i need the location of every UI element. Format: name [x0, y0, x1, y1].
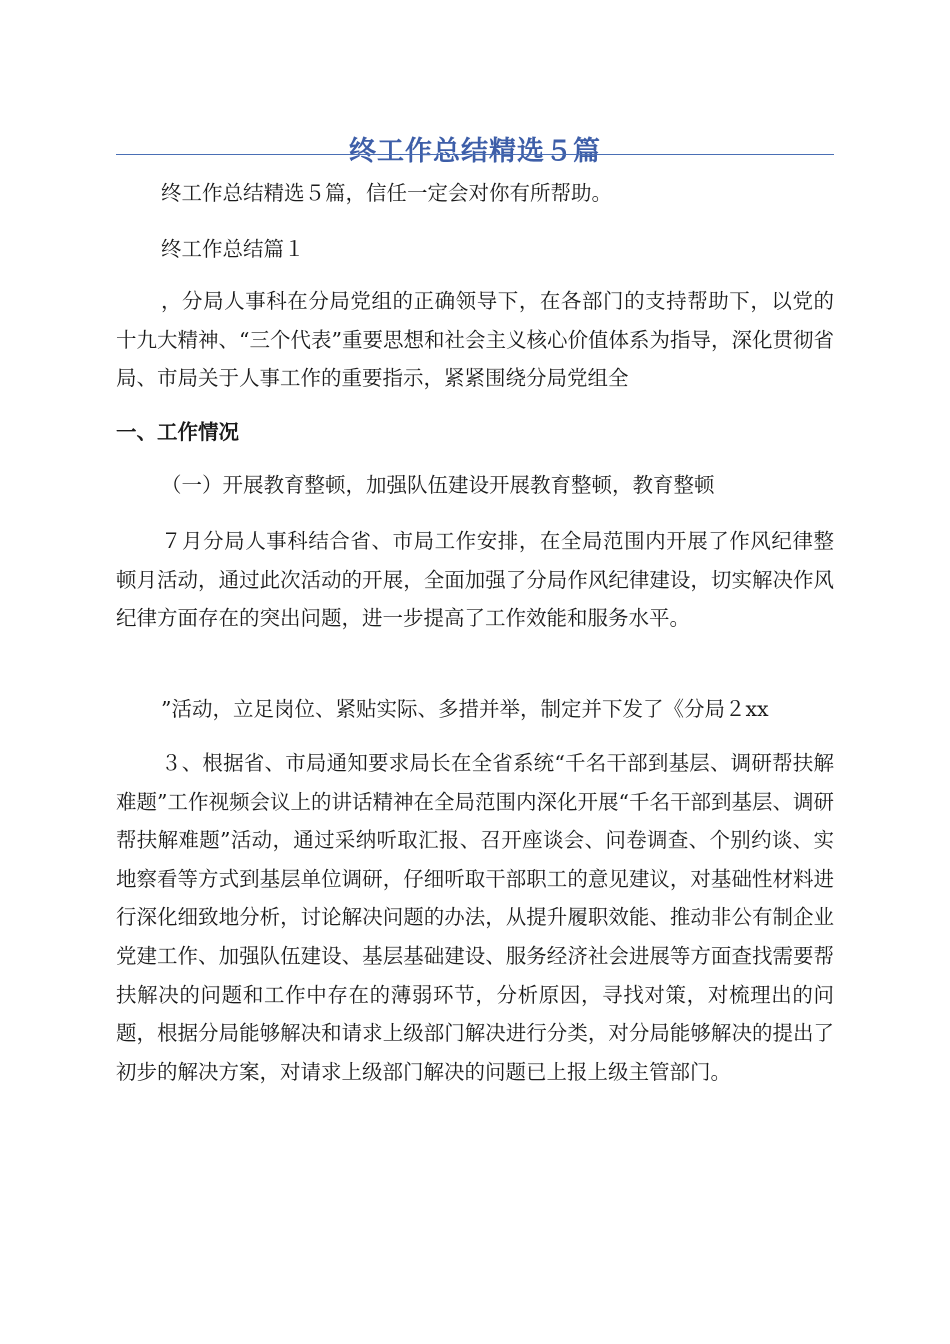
body-paragraph-4: ３、根据省、市局通知要求局长在全省系统“千名干部到基层、调研帮扶解难题”工作视频会议上的讲话精神在全局范围内深化开展“千名干部到基层、调研帮扶解难题”活动，通过采纳听取汇报、召开座谈会、问卷调查、个别约谈、实地察看等方式到基层单位调研，仔细听取干部职工的意见建议，对基础性材料进行深化细致地分析，讨论解决问题的办法，从提升履职效能、推动非公有制企业党建工作、加强队伍建设、基层基础建设、服务经济社会进展等方面查找需要帮扶解决的问题和工作中存在的薄弱环节，分析原因，寻找对策，对梳理出的问题，根据分局能够解决和请求上级部门解决进行分类，对分局能够解决的提出了初步的解决方案，对请求上级部门解决的问题已上报上级主管部门。	[116, 751, 834, 1084]
subtitle-paragraph: 终工作总结篇１	[161, 237, 305, 261]
intro-paragraph: 终工作总结精选５篇，信任一定会对你有所帮助。	[161, 181, 612, 205]
body-paragraph-3: ”活动，立足岗位、紧贴实际、多措并举，制定并下发了《分局２xx	[161, 697, 769, 721]
title-underline	[116, 154, 834, 155]
section-heading: 一、工作情况	[116, 420, 239, 444]
document-title: 终工作总结精选５篇	[349, 136, 601, 168]
body-paragraph-2: ７月分局人事科结合省、市局工作安排，在全局范围内开展了作风纪律整顿月活动，通过此次活动的开展，全面加强了分局作风纪律建设，切实解决作风纪律方面存在的突出问题，进一步提高了工作效能和服务水平。	[116, 529, 834, 631]
body-paragraph-1: ，分局人事科在分局党组的正确领导下，在各部门的支持帮助下，以党的十九大精神、“三个代表”重要思想和社会主义核心价值体系为指导，深化贯彻省局、市局关于人事工作的重要指示，紧紧围绕分局党组全	[116, 289, 834, 391]
subsection-heading: （一）开展教育整顿，加强队伍建设开展教育整顿，教育整顿	[161, 473, 715, 497]
